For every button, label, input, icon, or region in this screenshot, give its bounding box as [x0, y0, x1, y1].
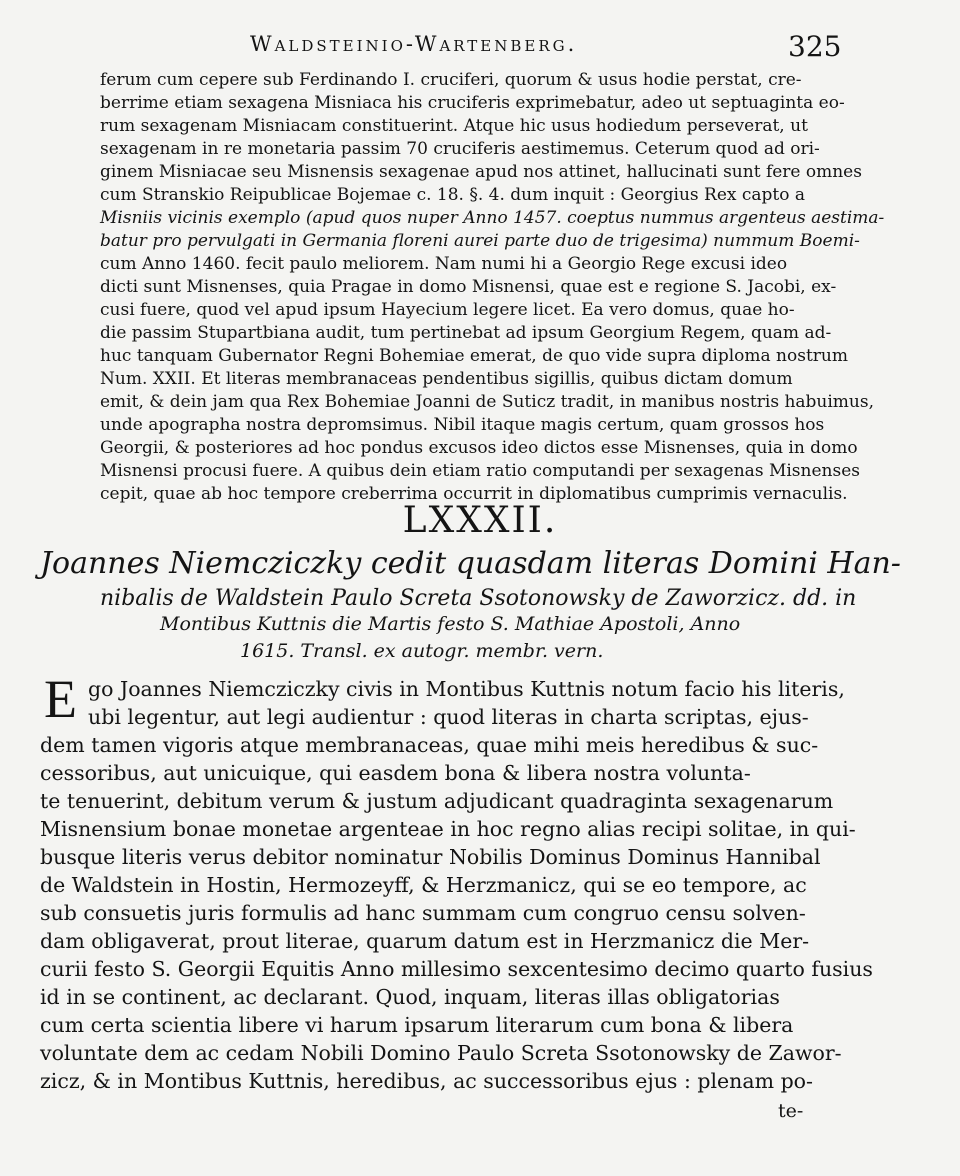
- text-line: te tenuerint, debitum verum & justum adjudicant quadraginta sexagenarum: [40, 789, 834, 813]
- text-line: zicz, & in Montibus Kuttnis, heredibus, ac successoribus ejus : plenam po-: [40, 1069, 813, 1093]
- chapter-title-line: nibalis de Waldstein Paulo Screta Ssotonowsky de Zaworzicz. dd. in: [100, 586, 857, 611]
- text-line: Misnensium bonae monetae argenteae in hoc regno alias recipi solitae, in qui-: [40, 817, 856, 841]
- text-line: emit, & dein jam qua Rex Bohemiae Joanni de Suticz tradit, in manibus nostris habuimus,: [100, 392, 875, 412]
- text-line: cessoribus, aut unicuique, qui easdem bona & libera nostra volunta-: [40, 761, 751, 785]
- text-line: curii festo S. Georgii Equitis Anno millesimo sexcentesimo decimo quarto fusius: [40, 957, 873, 981]
- chapter-number: LXXXII.: [402, 500, 558, 541]
- text-line: rum sexagenam Misniacam constituerint. Atque hic usus hodiedum perseverat, ut: [100, 116, 808, 136]
- catchword: te-: [778, 1100, 804, 1122]
- drop-cap: E: [44, 669, 77, 729]
- text-line: cum Anno 1460. fecit paulo meliorem. Nam numi hi a Georgio Rege excusi ideo: [100, 254, 788, 274]
- text-line: Georgii, & posteriores ad hoc pondus excusos ideo dictos esse Misnenses, quia in domo: [100, 438, 858, 458]
- chapter-title-line: Joannes Niemcziczky cedit quasdam literas Domini Han-: [40, 546, 901, 581]
- text-line: cum certa scientia libere vi harum ipsarum literarum cum bona & libera: [40, 1013, 794, 1037]
- text-line: ferum cum cepere sub Ferdinando I. cruciferi, quorum & usus hodie perstat, cre-: [100, 70, 802, 90]
- text-line: sub consuetis juris formulis ad hanc summam cum congruo censu solven-: [40, 901, 806, 925]
- text-line: Misnensi procusi fuere. A quibus dein etiam ratio computandi per sexagenas Misnenses: [100, 461, 860, 481]
- text-line: batur pro pervulgati in Germania floreni aurei parte duo de trigesima) nummum Boemi-: [100, 231, 860, 251]
- text-line: ubi legentur, aut legi audientur : quod literas in charta scriptas, ejus-: [88, 705, 809, 729]
- text-line: berrime etiam sexagena Misniaca his cruciferis exprimebatur, adeo ut septuaginta eo-: [100, 93, 845, 113]
- text-line: unde apographa nostra depromsimus. Nibil itaque magis certum, quam grossos hos: [100, 415, 825, 435]
- text-line: cusi fuere, quod vel apud ipsum Hayecium legere licet. Ea vero domus, quae ho-: [100, 300, 795, 320]
- text-line: cepit, quae ab hoc tempore creberrima occurrit in diplomatibus cumprimis vernaculis.: [100, 484, 848, 504]
- text-line: id in se continent, ac declarant. Quod, inquam, literas illas obligatorias: [40, 985, 780, 1009]
- text-line: huc tanquam Gubernator Regni Bohemiae emerat, de quo vide supra diploma nostrum: [100, 346, 848, 366]
- chapter-title-line: 1615. Transl. ex autogr. membr. vern.: [240, 640, 604, 662]
- text-line: sexagenam in re monetaria passim 70 cruciferis aestimemus. Ceterum quod ad ori-: [100, 139, 820, 159]
- text-line: ginem Misniacae seu Misnensis sexagenae apud nos attinet, hallucinati sunt fere omnes: [100, 162, 862, 182]
- text-line: dam obligaverat, prout literae, quarum datum est in Herzmanicz die Mer-: [40, 929, 810, 953]
- text-line: dem tamen vigoris atque membranaceas, quae mihi meis heredibus & suc-: [40, 733, 819, 757]
- text-line: busque literis verus debitor nominatur Nobilis Dominus Dominus Hannibal: [40, 845, 821, 869]
- running-head: [0, 30, 960, 66]
- text-line: Num. XXII. Et literas membranaceas pendentibus sigillis, quibus dictam domum: [100, 369, 793, 389]
- running-head-title: Waldsteinio-Wartenberg.: [250, 32, 578, 56]
- text-line: de Waldstein in Hostin, Hermozeyff, & Herzmanicz, qui se eo tempore, ac: [40, 873, 807, 897]
- page-number: 325: [788, 30, 842, 63]
- text-line: dicti sunt Misnenses, quia Pragae in domo Misnensi, quae est e regione S. Jacobi, ex-: [100, 277, 837, 297]
- text-line: die passim Stupartbiana audit, tum pertinebat ad ipsum Georgium Regem, quam ad-: [100, 323, 832, 343]
- text-line: Misniis vicinis exemplo (apud quos nuper Anno 1457. coeptus nummus argenteus aestima-: [100, 208, 885, 228]
- text-line: go Joannes Niemcziczky civis in Montibus Kuttnis notum facio his literis,: [88, 677, 845, 701]
- chapter-title-line: Montibus Kuttnis die Martis festo S. Mathiae Apostoli, Anno: [160, 613, 741, 635]
- text-line: voluntate dem ac cedam Nobili Domino Paulo Screta Ssotonowsky de Zawor-: [40, 1041, 842, 1065]
- text-line: cum Stranskio Reipublicae Bojemae c. 18. §. 4. dum inquit : Georgius Rex capto a: [100, 185, 806, 205]
